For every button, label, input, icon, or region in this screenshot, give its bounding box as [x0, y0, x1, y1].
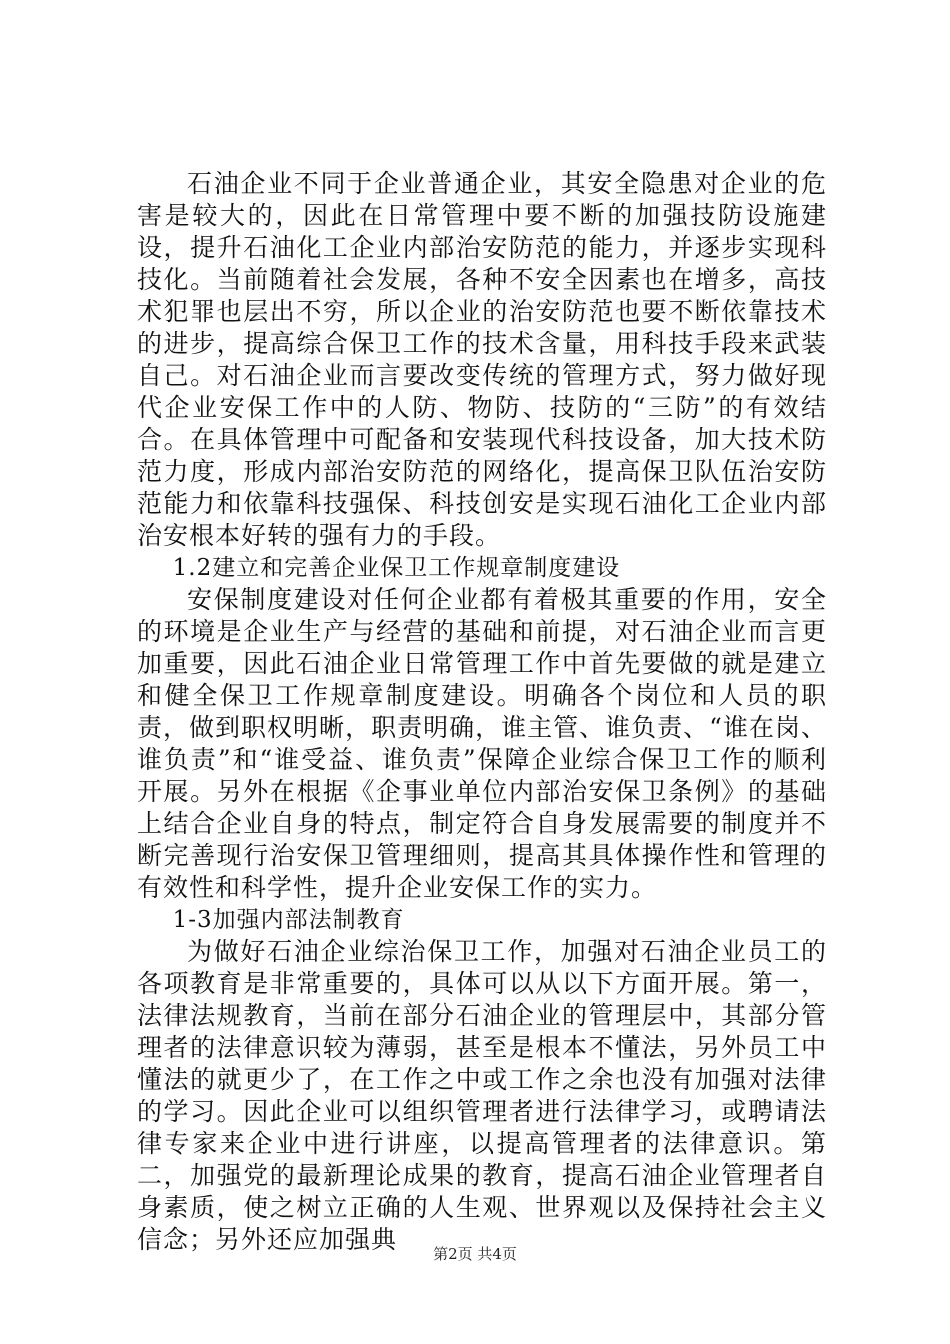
paragraph-security-rules: 安保制度建设对任何企业都有着极其重要的作用，安全的环境是企业生产与经营的基础和前提，对石油企业而言更加重要，因此石油企业日常管理工作中首先要做的就是建立和健全保卫工作规章制度建设。明确各个岗位和人员的职责，做到职权明晰，职责明确，谁主管、谁负责、“谁在岗、谁负责”和“谁受益、谁负责”保障企业综合保卫工作的顺利开展。另外在根据《企事业单位内部治安保卫条例》的基础上结合企业自身的特点，制定符合自身发展需要的制度并不断完善现行治安保卫管理细则，提高其具体操作性和管理的有效性和科学性，提升企业安保工作的实力。: [137, 585, 827, 902]
page-footer: 第2页 共4页: [433, 1245, 517, 1263]
section-heading-1-3: 1-3加强内部法制教育: [172, 907, 405, 933]
paragraph-tech-defense: 石油企业不同于企业普通企业，其安全隐患对企业的危害是较大的，因此在日常管理中要不断的加强技防设施建设，提升石油化工企业内部治安防范的能力，并逐步实现科技化。当前随着社会发展，各种不安全因素也在增多，高技术犯罪也层出不穷，所以企业的治安防范也要不断依靠技术的进步，提高综合保卫工作的技术含量，用科技手段来武装自己。对石油企业而言要改变传统的管理方式，努力做好现代企业安保工作中的人防、物防、技防的“三防”的有效结合。在具体管理中可配备和安装现代科技设备，加大技术防范力度，形成内部治安防范的网络化，提高保卫队伍治安防范能力和依靠科技强保、科技创安是实现石油化工企业内部治安根本好转的强有力的手段。: [137, 169, 827, 550]
paragraph-legal-education: 为做好石油企业综治保卫工作，加强对石油企业员工的各项教育是非常重要的，具体可以从以下方面开展。第一，法律法规教育，当前在部分石油企业的管理层中，其部分管理者的法律意识较为薄弱，甚至是根本不懂法，另外员工中懂法的就更少了，在工作之中或工作之余也没有加强对法律的学习。因此企业可以组织管理者进行法律学习，或聘请法律专家来企业中进行讲座，以提高管理者的法律意识。第二，加强党的最新理论成果的教育，提高石油企业管理者自身素质，使之树立正确的人生观、世界观以及保持社会主义信念；另外还应加强典: [137, 937, 827, 1254]
document-body: [137, 168, 827, 1256]
section-heading-1-2: 1.2建立和完善企业保卫工作规章制度建设: [172, 555, 621, 581]
